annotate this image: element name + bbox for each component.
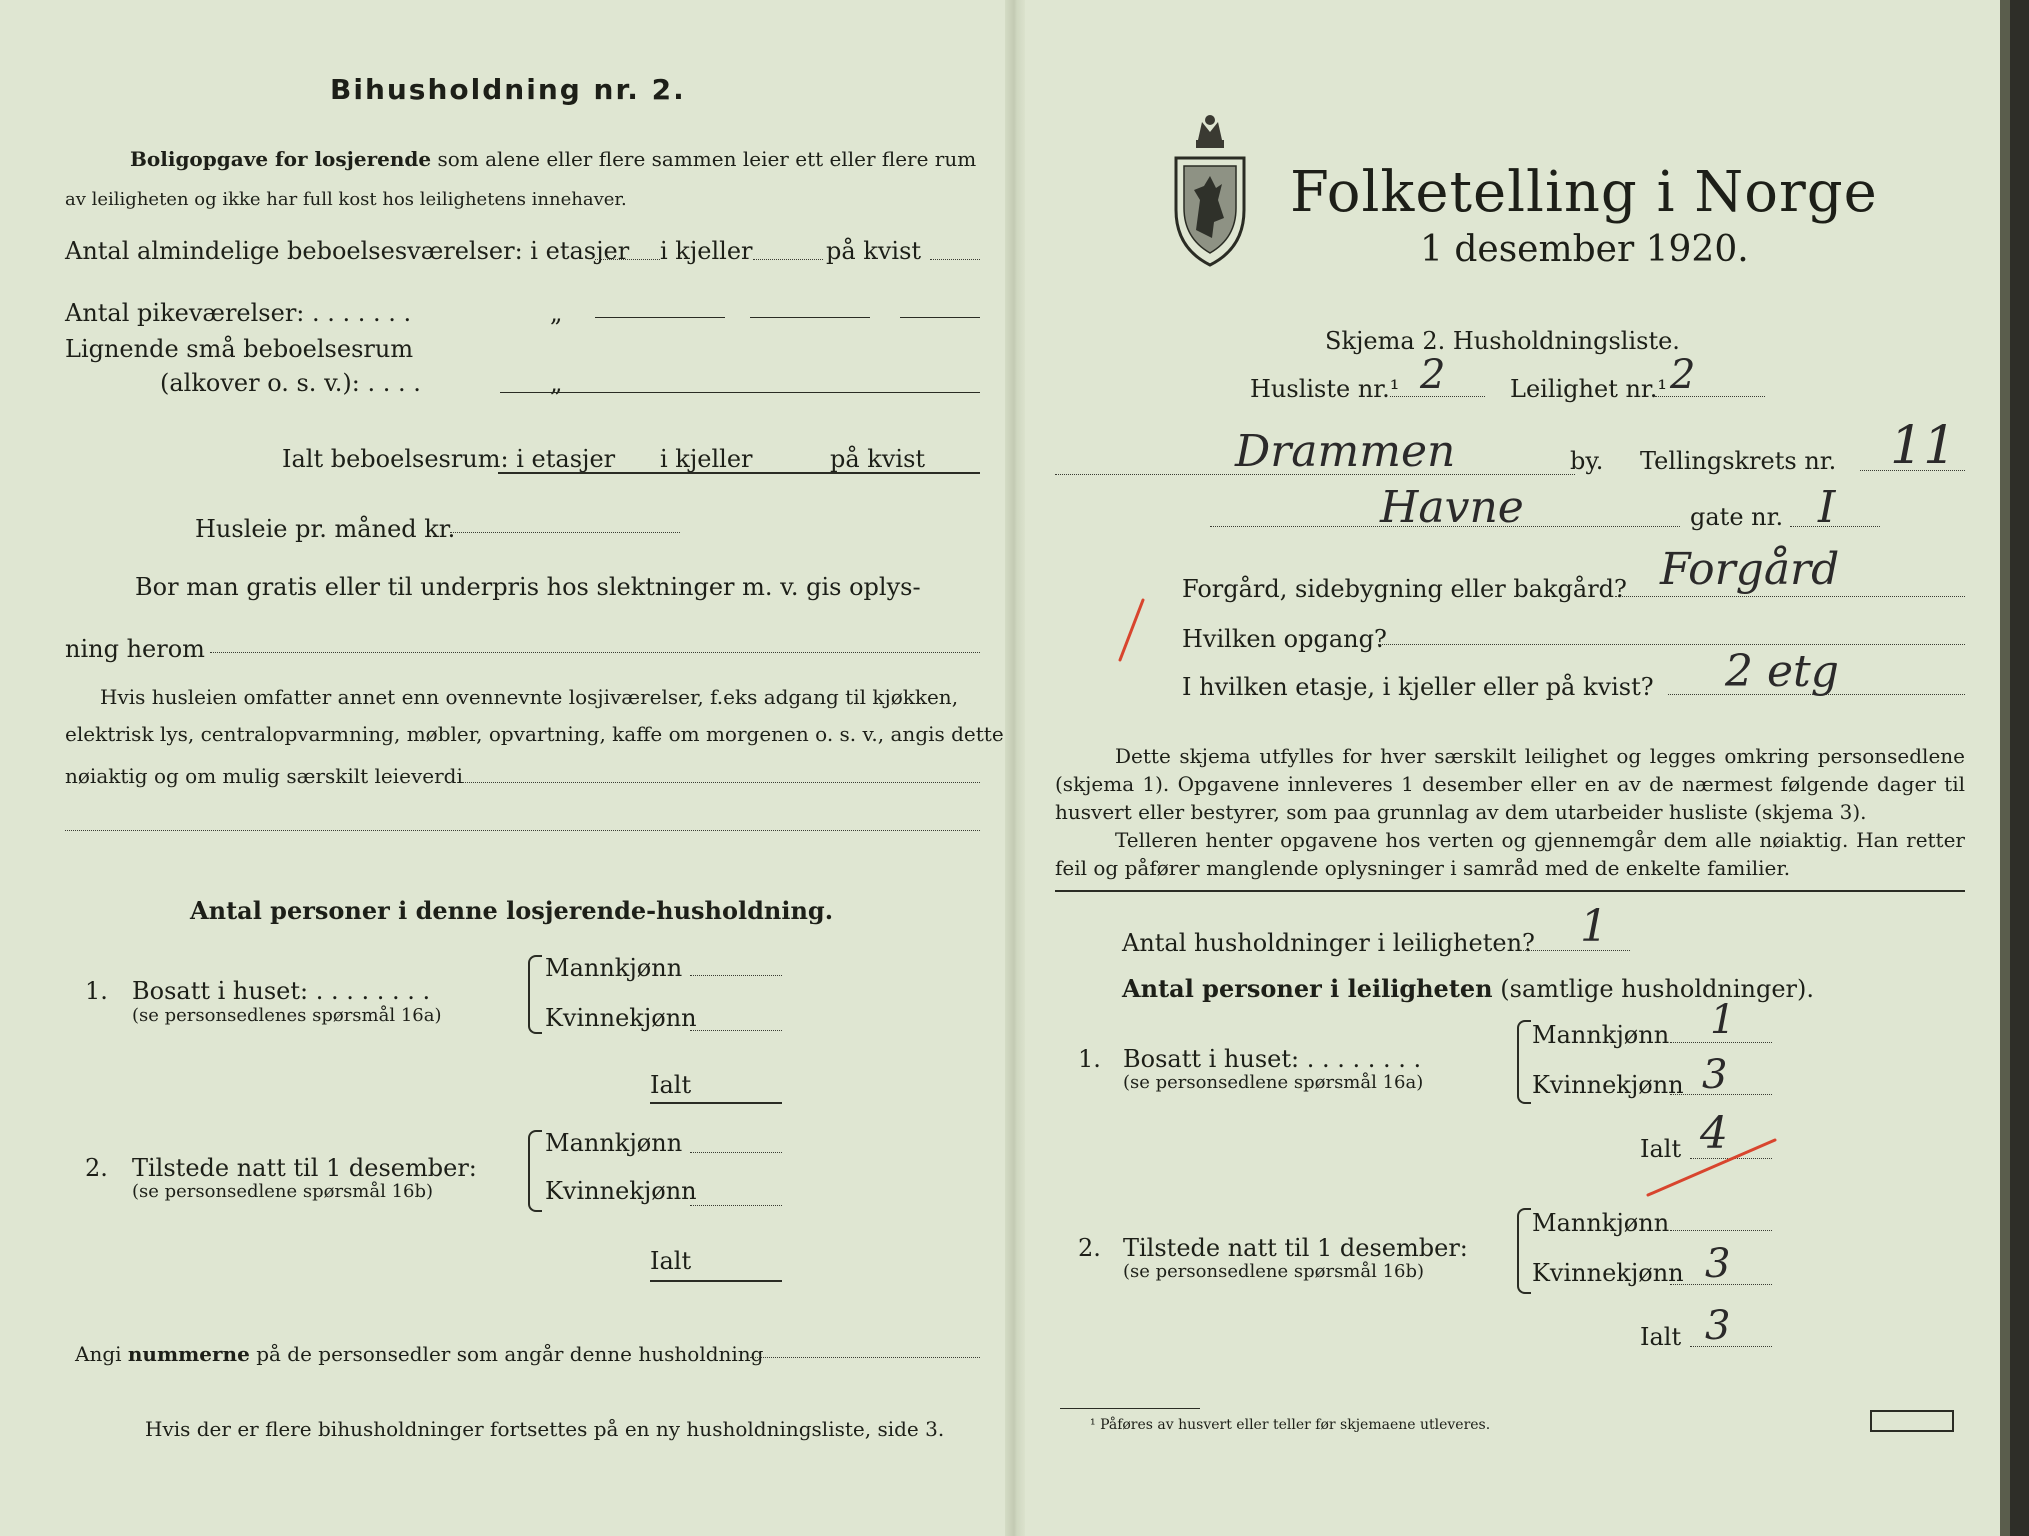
q1-label: Bosatt i huset: . . . . . . . .: [132, 977, 431, 1005]
husliste-value: 2: [1420, 352, 1446, 398]
antal-hush-label: Antal husholdninger i leiligheten?: [1122, 929, 1535, 957]
r-q2-label: Tilstede natt til 1 desember:: [1123, 1234, 1468, 1262]
r-q2-kvinne-label: Kvinnekjønn: [1532, 1259, 1684, 1287]
by-label: by.: [1570, 447, 1604, 475]
husleie-label: Husleie pr. måned kr.: [195, 515, 456, 543]
antal-hush-value: 1: [1580, 901, 1608, 952]
intro-line-2: av leiligheten og ikke har full kost hos leilighetens innehaver.: [65, 189, 627, 210]
q1-number: 1.: [85, 977, 108, 1005]
angi-rest: på de personsedler som angår denne husholdning: [256, 1342, 764, 1366]
etasje-label: I hvilken etasje, i kjeller eller på kvist?: [1182, 673, 1654, 701]
rooms-kjeller-label: i kjeller: [660, 237, 753, 265]
census-date: 1 desember 1920.: [1420, 229, 1749, 270]
info-paragraph-1: Dette skjema utfylles for hver særskilt leilighet og legges omkring personsedlene (skjema 1). Opgavene innleveres 1 desember eller en av de nærmest følgende dager til husvert eller bestyrer, som paa grunnlag av dem utarbeider husliste (skjema 3).: [1055, 744, 1965, 824]
q2-kvinne-label: Kvinnekjønn: [545, 1177, 697, 1205]
printer-stamp: [1870, 1410, 1954, 1432]
r-q1-mann-label: Mannkjønn: [1532, 1021, 1670, 1049]
left-page-title: Bihusholdning nr. 2.: [330, 73, 686, 106]
ditto-mark: „: [550, 299, 563, 327]
gate-nr-value: I: [1818, 482, 1836, 533]
leilighet-label: Leilighet nr.¹: [1510, 375, 1668, 403]
intro-bold: Boligopgave for losjerende: [130, 147, 432, 171]
opgang-label: Hvilken opgang?: [1182, 625, 1387, 653]
husleie-par-line-1: Hvis husleien omfatter annet enn ovennevnte losjiværelser, f.eks adgang til kjøkken,: [100, 685, 959, 709]
krets-value: 11: [1890, 416, 1957, 476]
rooms-kvist-label: på kvist: [826, 237, 922, 265]
r-q1-ialt-label: Ialt: [1640, 1135, 1682, 1163]
footnote: ¹ Påføres av husvert eller teller før skjemaene utleveres.: [1090, 1417, 1491, 1433]
angi-bold: nummerne: [127, 1342, 250, 1366]
r-q1-kvinne-label: Kvinnekjønn: [1532, 1071, 1684, 1099]
angi-pre: Angi: [75, 1342, 122, 1366]
krets-label: Tellingskrets nr.: [1640, 447, 1837, 475]
gratis-line-2: ning herom: [65, 635, 205, 663]
r-q2-kvinne-value: 3: [1705, 1241, 1731, 1287]
antal-pers-bold: Antal personer i leiligheten: [1122, 974, 1493, 1003]
r-q1-kvinne-value: 3: [1702, 1052, 1728, 1098]
r-q2-mann-label: Mannkjønn: [1532, 1209, 1670, 1237]
gate-label: gate nr.: [1690, 503, 1784, 531]
right-page-title: Folketelling i Norge: [1290, 160, 1878, 225]
antal-pers-rest: (samtlige husholdninger).: [1500, 975, 1815, 1003]
pike-label: Antal pikeværelser: . . . . . . .: [65, 299, 412, 327]
r-q2-ialt-label: Ialt: [1640, 1323, 1682, 1351]
r-q2-sublabel: (se personsedlene spørsmål 16b): [1123, 1261, 1425, 1282]
lignende-label-2: (alkover o. s. v.): . . . .: [160, 369, 421, 397]
by-value: Drammen: [1235, 426, 1456, 477]
husleie-par-line-3: nøiaktig og om mulig særskilt leieverdi: [65, 764, 463, 788]
info-paragraph-2: Telleren henter opgavene hos verten og gjennemgår dem alle nøiaktig. Han retter feil og påfører manglende oplysninger i samråd med de enkelte familier.: [1055, 828, 1965, 880]
ialt-kjeller-label: i kjeller: [660, 445, 753, 473]
q2-sublabel: (se personsedlene spørsmål 16b): [132, 1181, 434, 1202]
intro-rest: som alene eller flere sammen leier ett eller flere rum: [437, 147, 977, 171]
r-q1-ialt-value: 4: [1700, 1108, 1728, 1159]
etasje-value: 2 etg: [1725, 646, 1839, 697]
q2-ialt-label: Ialt: [650, 1247, 692, 1275]
leilighet-value: 2: [1670, 352, 1696, 398]
ditto-mark-2: „: [550, 369, 563, 397]
r-q2-ialt-value: 3: [1705, 1303, 1731, 1349]
husleie-par-line-2: elektrisk lys, centralopvarmning, møbler, opvartning, kaffe om morgenen o. s. v., angis dette: [65, 722, 1004, 746]
forgaard-value: Forgård: [1660, 544, 1840, 595]
rooms-label: Antal almindelige beboelsesværelser: i etasjer: [65, 237, 630, 265]
persons-heading: Antal personer i denne losjerende-husholdning.: [190, 896, 834, 925]
forgaard-label: Forgård, sidebygning eller bakgård?: [1182, 575, 1627, 603]
ialt-rooms-label: Ialt beboelsesrum: i etasjer: [282, 445, 616, 473]
lignende-label-1: Lignende små beboelsesrum: [65, 335, 414, 363]
q1-mann-label: Mannkjønn: [545, 954, 683, 982]
q2-label: Tilstede natt til 1 desember:: [132, 1154, 477, 1182]
skjema-label: Skjema 2. Husholdningsliste.: [1325, 327, 1680, 355]
gate-value: Havne: [1380, 482, 1524, 533]
r-q1-sublabel: (se personsedlene spørsmål 16a): [1123, 1072, 1424, 1093]
r-q1-label: Bosatt i huset: . . . . . . . .: [1123, 1045, 1422, 1073]
q2-number: 2.: [85, 1154, 108, 1182]
husliste-label: Husliste nr.¹: [1250, 375, 1400, 403]
q1-kvinne-label: Kvinnekjønn: [545, 1004, 697, 1032]
r-q2-number: 2.: [1078, 1234, 1101, 1262]
r-q1-mann-value: 1: [1710, 997, 1736, 1043]
ialt-kvist-label: på kvist: [830, 445, 926, 473]
gratis-line-1: Bor man gratis eller til underpris hos slektninger m. v. gis oplys-: [135, 573, 921, 601]
left-footer-note: Hvis der er flere bihusholdninger fortsettes på en ny husholdningsliste, side 3.: [145, 1417, 945, 1441]
q1-sublabel: (se personsedlenes spørsmål 16a): [132, 1005, 442, 1026]
q1-ialt-label: Ialt: [650, 1071, 692, 1099]
r-q1-number: 1.: [1078, 1045, 1101, 1073]
q2-mann-label: Mannkjønn: [545, 1129, 683, 1157]
